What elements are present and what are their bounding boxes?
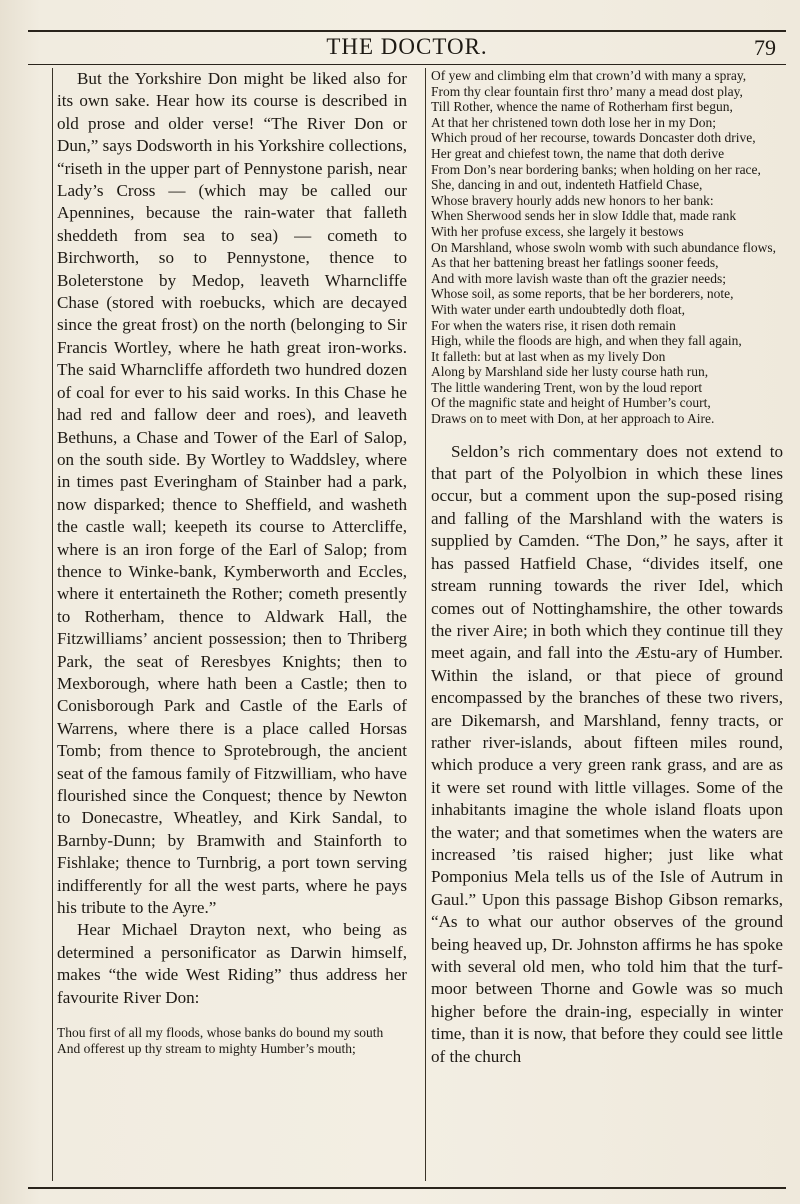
verse-line: Whose soil, as some reports, that be her borderers, note, <box>431 286 734 302</box>
verse-line: The little wandering Trent, won by the loud report <box>431 379 703 395</box>
verse-line: And offerest up thy stream to mighty Humber’s mouth; <box>57 1040 356 1056</box>
left-paragraph-2: Hear Michael Drayton next, who being as determined a personificator as Darwin himself, makes “the wide West Riding” thus address her favourite River Don: <box>57 920 407 1007</box>
verse-line: With water under earth undoubtedly doth float, <box>431 301 686 317</box>
verse-line: Of yew and climbing elm that crown’d with many a spray, <box>431 68 747 83</box>
verse-line: As that her battening breast her fatlings sooner feeds, <box>431 255 719 271</box>
right-paragraph: Seldon’s rich commentary does not extend to that part of the Polyolbion in which these lines occur, but a comment upon the sup-posed rising and falling of the Marshland with the waters is supplied by Camden. “The Don,” he says, after it has passed Hatfield Chase, “divides itself, one stream running towards the river Idel, which comes out of Nottinghamshire, the other towards the river Aire; in both which they continue till they meet again, and fall into the Æstu-ary of Humber. Within the island, or that piece of ground encompassed by the branches of these two rivers, are Dikemarsh, and Marshland, fenny tracts, or rather river-islands, about fifteen miles round, which produce a very green rank grass, and are as it were set round with little villages. Some of the inhabitants imagine the whole island floats upon the water; and that sometimes when the waters are increased ’tis raised higher; just like what Pomponius Mela tells us of the Isle of Autrum in Gaul.” Upon this passage Bishop Gibson remarks, “As to what our author observes of the ground being heaved up, Dr. Johnston affirms he has spoke with several old men, who told him that the turf-moor between Thorne and Gowle was so much higher before the drain-ing, especially in winter time, than it is now, that before they could see little of the church <box>431 441 783 1066</box>
right-verse-block <box>431 68 783 427</box>
left-verse-block <box>57 1025 407 1056</box>
page-number: 79 <box>754 35 776 60</box>
verse-line: From thy clear fountain first thro’ many a mead dost play, <box>431 83 743 99</box>
verse-line: Whose bravery hourly adds new honors to her bank: <box>431 192 714 208</box>
verse-line: And with more lavish waste than oft the grazier needs; <box>431 270 727 286</box>
verse-line: When Sherwood sends her in slow Iddle that, made rank <box>431 208 737 224</box>
verse-line: Along by Marshland side her lusty course hath run, <box>431 364 709 380</box>
page-header <box>28 32 786 65</box>
verse-line: Draws on to meet with Don, at her approach to Aire. <box>431 411 715 427</box>
left-column <box>52 68 407 1181</box>
verse-line: Thou first of all my floods, whose banks do bound my south <box>57 1025 384 1041</box>
verse-line: She, dancing in and out, indenteth Hatfield Chase, <box>431 177 703 193</box>
page-frame <box>28 30 786 1189</box>
running-title: THE DOCTOR. <box>326 34 488 59</box>
verse-line: On Marshland, whose swoln womb with such abundance flows, <box>431 239 776 255</box>
verse-line: For when the waters rise, it risen doth remain <box>431 317 676 333</box>
verse-line: It falleth: but at last when as my lively Don <box>431 348 666 364</box>
verse-line: Till Rother, whence the name of Rotherham first begun, <box>431 99 733 115</box>
verse-line: High, while the floods are high, and when they fall again, <box>431 333 742 349</box>
verse-line: Which proud of her recourse, towards Doncaster doth drive, <box>431 130 756 146</box>
verse-line: Her great and chiefest town, the name that doth derive <box>431 145 725 161</box>
right-column <box>425 68 783 1181</box>
verse-line: With her profuse excess, she largely it bestows <box>431 223 684 239</box>
verse-line: From Don’s near bordering banks; when holding on her race, <box>431 161 761 177</box>
verse-line: Of the magnific state and height of Humber’s court, <box>431 395 711 411</box>
verse-line: At that her christened town doth lose her in my Don; <box>431 114 716 130</box>
left-paragraph-1: But the Yorkshire Don might be liked also for its own sake. Hear how its course is described in old prose and older verse! “The River Don or Dun,” says Dodsworth in his Yorkshire collections, “riseth in the upper part of Pennystone parish, near Lady’s Cross — (which may be called our Apennines, because the rain-water that falleth sheddeth from sea to sea) — cometh to Birchworth, so to Pennystone, thence to Boleterstone by Medop, leaveth Wharncliffe Chase (stored with roebucks, which are decayed since the great frost) on the north (belonging to Sir Francis Wortley, where he hath great iron-works. The said Wharncliffe affordeth two hundred dozen of coal for ever to his said works. In this Chase he had red and fallow deer and roes), and leaveth Bethuns, a Chase and Tower of the Earl of Salop, on the south side. By Wortley to Waddsley, where in times past Everingham of Stainber had a park, now disparked; thence to Sheffield, and washeth the castle wall; keepeth its course to Attercliffe, where is an iron forge of the Earl of Salop; from thence to Winke-bank, Kymberworth and Eccles, where it entertaineth the Rother; cometh presently to Rotherham, thence to Aldwark Hall, the Fitzwilliams’ ancient possession; then to Thriberg Park, the seat of Reresbyes Knights; then to Mexborough, where hath been a Castle; then to Conisborough Park and Castle of the Earls of Warrens, where there is a place called Horsas Tomb; from thence to Sprotebrough, the ancient seat of the famous family of Fitzwilliam, who have flourished since the Conquest; thence by Newton to Donecastre, Wheatley, and Kirk Sandal, to Barnby-Dunn; by Bramwith and Stainforth to Fishlake; thence to Turnbrig, a port town serving indifferently for all the west parts, where he pays his tribute to the Ayre.” <box>57 69 407 918</box>
